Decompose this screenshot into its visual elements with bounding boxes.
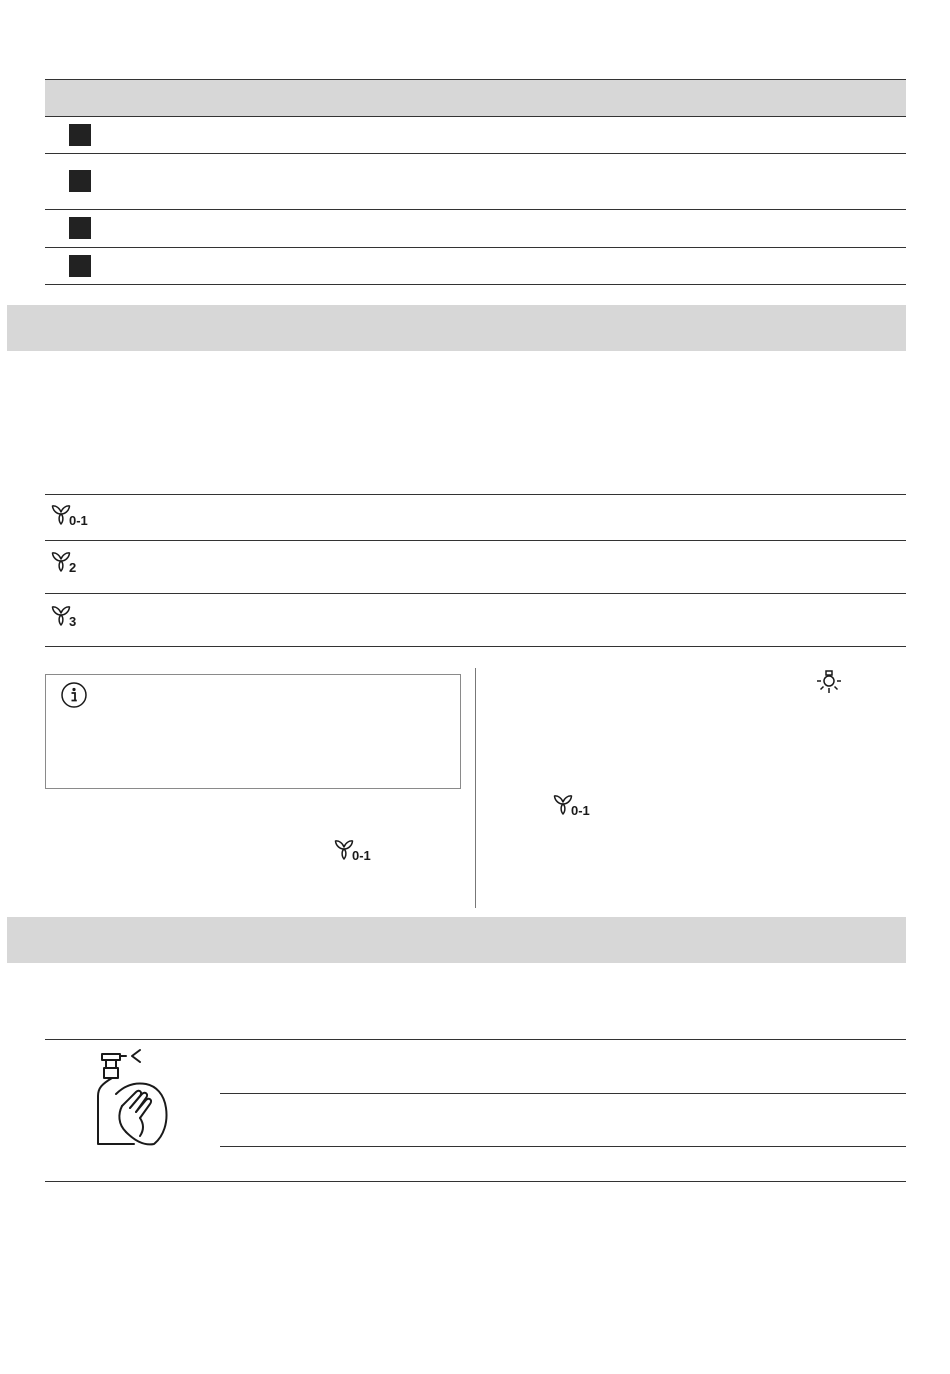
fan-icon xyxy=(553,793,573,815)
column-divider xyxy=(475,668,476,908)
lamp-icon xyxy=(815,668,843,696)
info-icon xyxy=(60,681,88,709)
fan-icon xyxy=(51,604,71,626)
square-marker xyxy=(69,255,91,277)
top-table-rule xyxy=(45,284,906,285)
fan-table-rule xyxy=(45,540,906,541)
fan-icon xyxy=(51,550,71,572)
top-table-rule xyxy=(45,116,906,117)
fan-icon xyxy=(334,838,354,860)
top-table-rule xyxy=(45,79,906,80)
top-table-rule xyxy=(45,247,906,248)
cleaning-table-rule xyxy=(220,1146,906,1147)
fan-table-rule xyxy=(45,494,906,495)
fan-level-label: 3 xyxy=(69,614,77,629)
cleaning-table-rule xyxy=(220,1093,906,1094)
top-table-header xyxy=(45,79,906,116)
section-heading-band xyxy=(7,305,906,351)
fan-level-label: 0-1 xyxy=(69,513,88,528)
fan-level-label: 2 xyxy=(69,560,77,575)
fan-icon xyxy=(51,503,71,525)
square-marker xyxy=(69,124,91,146)
fan-table-rule xyxy=(45,593,906,594)
spray-cleaning-icon xyxy=(94,1048,174,1148)
fan-level-label: 0-1 xyxy=(571,803,590,818)
square-marker xyxy=(69,217,91,239)
top-table-rule xyxy=(45,209,906,210)
square-marker xyxy=(69,170,91,192)
inline-fan-0-1-icon xyxy=(553,793,590,818)
cleaning-table-rule xyxy=(45,1181,906,1182)
fan-speed-2-icon xyxy=(51,550,77,575)
top-table-rule xyxy=(45,153,906,154)
fan-speed-0-1-icon xyxy=(51,503,88,528)
fan-level-label: 0-1 xyxy=(352,848,371,863)
cleaning-table-rule xyxy=(45,1039,906,1040)
inline-fan-0-1-icon xyxy=(334,838,371,863)
info-notice-box xyxy=(45,674,461,789)
fan-table-rule xyxy=(45,646,906,647)
section-heading-band xyxy=(7,917,906,963)
fan-speed-3-icon xyxy=(51,604,77,629)
